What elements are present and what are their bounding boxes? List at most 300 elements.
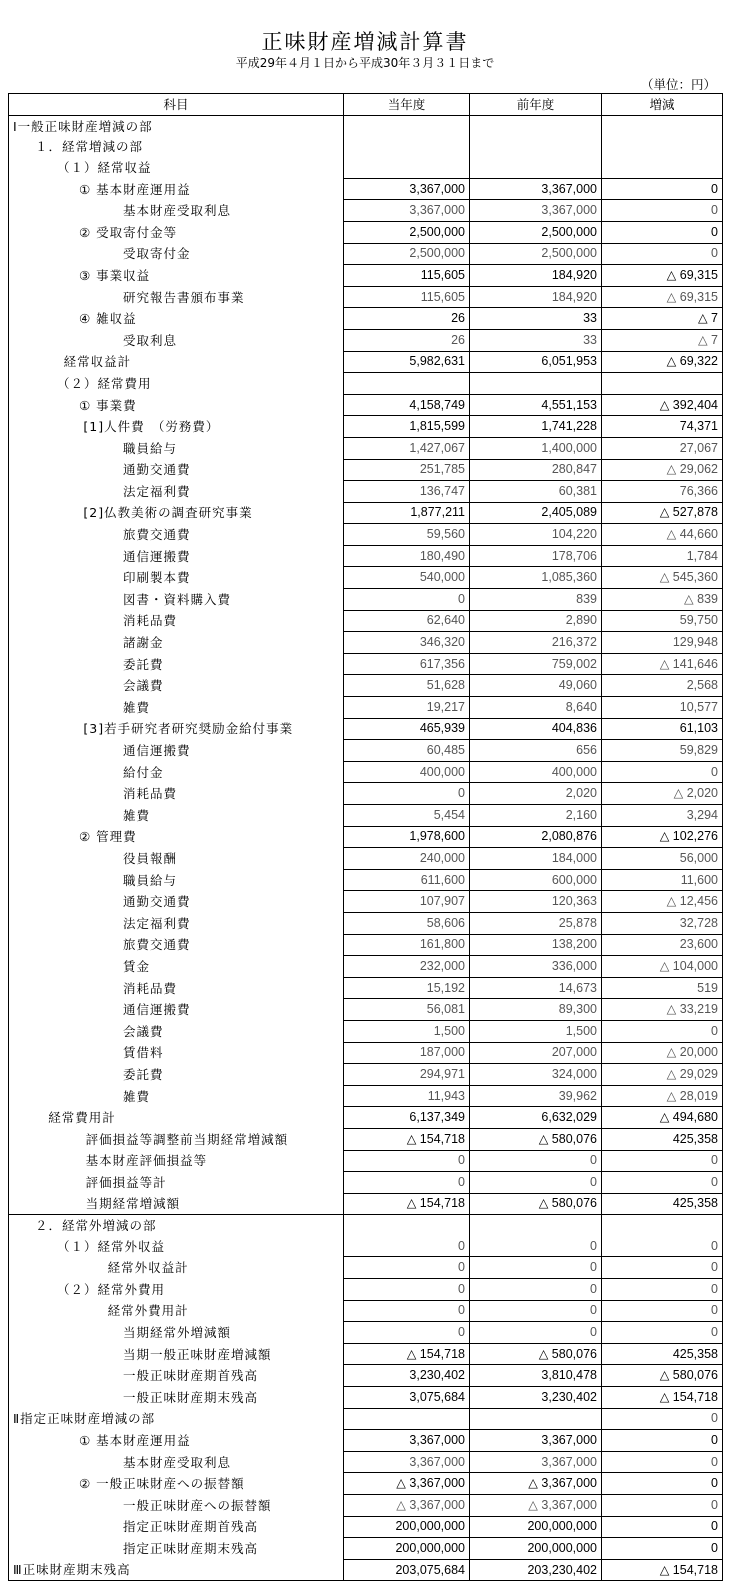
table-row bbox=[9, 157, 723, 178]
row-label: 職員給与 bbox=[9, 869, 344, 891]
change-value: △ 545,360 bbox=[602, 567, 723, 589]
previous-year-value: 3,367,000 bbox=[470, 1430, 602, 1452]
previous-year-value: 3,230,402 bbox=[470, 1387, 602, 1409]
previous-year-value bbox=[470, 116, 602, 137]
previous-year-value: 33 bbox=[470, 308, 602, 330]
table-row bbox=[9, 1257, 723, 1279]
previous-year-value: 6,051,953 bbox=[470, 351, 602, 373]
row-label: 会議費 bbox=[9, 1020, 344, 1042]
table-row bbox=[9, 632, 723, 654]
current-year-value: 2,500,000 bbox=[344, 243, 470, 265]
table-row bbox=[9, 1128, 723, 1150]
table-row bbox=[9, 1193, 723, 1215]
change-value: 0 bbox=[602, 1516, 723, 1538]
previous-year-value: 0 bbox=[470, 1150, 602, 1172]
previous-year-value: 3,367,000 bbox=[470, 178, 602, 200]
previous-year-value: 203,230,402 bbox=[470, 1559, 602, 1581]
previous-year-value: 0 bbox=[470, 1322, 602, 1344]
current-year-value: 611,600 bbox=[344, 869, 470, 891]
row-label: 評価損益等計 bbox=[9, 1172, 344, 1194]
table-row bbox=[9, 1279, 723, 1301]
table-row bbox=[9, 200, 723, 222]
change-value: 519 bbox=[602, 977, 723, 999]
row-label: 法定福利費 bbox=[9, 481, 344, 503]
current-year-value: 1,427,067 bbox=[344, 437, 470, 459]
current-year-value: △ 3,367,000 bbox=[344, 1473, 470, 1495]
current-year-value: 617,356 bbox=[344, 653, 470, 675]
row-label: 消耗品費 bbox=[9, 783, 344, 805]
row-label: 役員報酬 bbox=[9, 848, 344, 870]
table-row bbox=[9, 1085, 723, 1107]
row-label: 通勤交通費 bbox=[9, 459, 344, 481]
current-year-value: 6,137,349 bbox=[344, 1107, 470, 1129]
table-row bbox=[9, 891, 723, 913]
change-value: 61,103 bbox=[602, 718, 723, 740]
header-current-year: 当年度 bbox=[344, 94, 470, 116]
change-value bbox=[602, 137, 723, 158]
table-row bbox=[9, 653, 723, 675]
previous-year-value: 336,000 bbox=[470, 956, 602, 978]
current-year-value: 187,000 bbox=[344, 1042, 470, 1064]
row-label: 旅費交通費 bbox=[9, 524, 344, 546]
change-value: 27,067 bbox=[602, 437, 723, 459]
row-label: 指定正味財産期末残高 bbox=[9, 1538, 344, 1560]
current-year-value: 0 bbox=[344, 1236, 470, 1257]
table-row bbox=[9, 545, 723, 567]
previous-year-value: 1,400,000 bbox=[470, 437, 602, 459]
previous-year-value: 138,200 bbox=[470, 934, 602, 956]
table-row bbox=[9, 1020, 723, 1042]
current-year-value: △ 154,718 bbox=[344, 1128, 470, 1150]
table-row bbox=[9, 1042, 723, 1064]
change-value: 425,358 bbox=[602, 1193, 723, 1215]
row-label: 通信運搬費 bbox=[9, 999, 344, 1021]
row-label: 研究報告書頒布事業 bbox=[9, 286, 344, 308]
table-body bbox=[9, 116, 723, 1581]
current-year-value: 161,800 bbox=[344, 934, 470, 956]
current-year-value: 0 bbox=[344, 1300, 470, 1322]
change-value: △ 7 bbox=[602, 329, 723, 351]
change-value: 1,784 bbox=[602, 545, 723, 567]
previous-year-value: 8,640 bbox=[470, 697, 602, 719]
row-label: （２）経常外費用 bbox=[9, 1279, 344, 1301]
previous-year-value: 656 bbox=[470, 740, 602, 762]
change-value: 32,728 bbox=[602, 912, 723, 934]
change-value bbox=[602, 1215, 723, 1236]
current-year-value: 115,605 bbox=[344, 265, 470, 287]
table-row bbox=[9, 1215, 723, 1236]
table-row bbox=[9, 1538, 723, 1560]
table-row bbox=[9, 481, 723, 503]
current-year-value bbox=[344, 1215, 470, 1236]
previous-year-value: 324,000 bbox=[470, 1064, 602, 1086]
current-year-value bbox=[344, 373, 470, 395]
current-year-value: 2,500,000 bbox=[344, 221, 470, 243]
current-year-value: 5,454 bbox=[344, 805, 470, 827]
change-value: △ 2,020 bbox=[602, 783, 723, 805]
change-value: △ 33,219 bbox=[602, 999, 723, 1021]
previous-year-value: 14,673 bbox=[470, 977, 602, 999]
change-value bbox=[602, 116, 723, 137]
change-value: 0 bbox=[602, 1495, 723, 1517]
table-row bbox=[9, 1516, 723, 1538]
current-year-value: 62,640 bbox=[344, 610, 470, 632]
row-label: 経常費用計 bbox=[9, 1107, 344, 1129]
current-year-value: 540,000 bbox=[344, 567, 470, 589]
row-label: 基本財産評価損益等 bbox=[9, 1150, 344, 1172]
row-label: 職員給与 bbox=[9, 437, 344, 459]
change-value: 0 bbox=[602, 1451, 723, 1473]
table-row bbox=[9, 524, 723, 546]
row-label: 雑費 bbox=[9, 697, 344, 719]
previous-year-value: 178,706 bbox=[470, 545, 602, 567]
change-value: △ 104,000 bbox=[602, 956, 723, 978]
change-value: △ 20,000 bbox=[602, 1042, 723, 1064]
table-row bbox=[9, 373, 723, 395]
row-label: ③ 事業収益 bbox=[9, 265, 344, 287]
previous-year-value bbox=[470, 157, 602, 178]
previous-year-value: 1,741,228 bbox=[470, 416, 602, 438]
row-label: 当期一般正味財産増減額 bbox=[9, 1343, 344, 1365]
statement-table bbox=[8, 93, 723, 1581]
change-value: 76,366 bbox=[602, 481, 723, 503]
table-row bbox=[9, 1430, 723, 1452]
change-value: △ 44,660 bbox=[602, 524, 723, 546]
current-year-value: 200,000,000 bbox=[344, 1516, 470, 1538]
current-year-value: 232,000 bbox=[344, 956, 470, 978]
document-title: 正味財産増減計算書 bbox=[261, 30, 469, 54]
change-value: △ 69,322 bbox=[602, 351, 723, 373]
change-value: △ 141,646 bbox=[602, 653, 723, 675]
current-year-value: 346,320 bbox=[344, 632, 470, 654]
current-year-value: 3,367,000 bbox=[344, 200, 470, 222]
row-label: [3]若手研究者研究奨励金給付事業 bbox=[9, 718, 344, 740]
table-row bbox=[9, 308, 723, 330]
previous-year-value: 25,878 bbox=[470, 912, 602, 934]
current-year-value: 3,230,402 bbox=[344, 1365, 470, 1387]
previous-year-value: 839 bbox=[470, 589, 602, 611]
table-row bbox=[9, 178, 723, 200]
table-row bbox=[9, 912, 723, 934]
change-value: 0 bbox=[602, 1538, 723, 1560]
row-label: 当期経常外増減額 bbox=[9, 1322, 344, 1344]
previous-year-value bbox=[470, 137, 602, 158]
change-value: 74,371 bbox=[602, 416, 723, 438]
table-row bbox=[9, 718, 723, 740]
change-value bbox=[602, 157, 723, 178]
change-value: 0 bbox=[602, 1257, 723, 1279]
table-row bbox=[9, 675, 723, 697]
current-year-value: 4,158,749 bbox=[344, 394, 470, 416]
unit-label: （単位：円） bbox=[640, 77, 716, 92]
previous-year-value bbox=[470, 373, 602, 395]
current-year-value: 19,217 bbox=[344, 697, 470, 719]
previous-year-value: 39,962 bbox=[470, 1085, 602, 1107]
change-value: 0 bbox=[602, 1300, 723, 1322]
table-row bbox=[9, 826, 723, 848]
change-value: 11,600 bbox=[602, 869, 723, 891]
current-year-value: 1,500 bbox=[344, 1020, 470, 1042]
change-value: 425,358 bbox=[602, 1343, 723, 1365]
table-row bbox=[9, 977, 723, 999]
current-year-value: △ 154,718 bbox=[344, 1343, 470, 1365]
row-label: ２．経常外増減の部 bbox=[9, 1215, 344, 1236]
change-value: 23,600 bbox=[602, 934, 723, 956]
table-row bbox=[9, 1107, 723, 1129]
header-change: 増減 bbox=[602, 94, 723, 116]
change-value: 10,577 bbox=[602, 697, 723, 719]
change-value: △ 29,062 bbox=[602, 459, 723, 481]
previous-year-value: 759,002 bbox=[470, 653, 602, 675]
row-label: 消耗品費 bbox=[9, 610, 344, 632]
table-row bbox=[9, 351, 723, 373]
previous-year-value: 0 bbox=[470, 1172, 602, 1194]
header-previous-year: 前年度 bbox=[470, 94, 602, 116]
table-row bbox=[9, 137, 723, 158]
row-label: [2]仏教美術の調査研究事業 bbox=[9, 502, 344, 524]
row-label: 受取利息 bbox=[9, 329, 344, 351]
current-year-value: 0 bbox=[344, 1322, 470, 1344]
change-value: 0 bbox=[602, 243, 723, 265]
previous-year-value: 280,847 bbox=[470, 459, 602, 481]
table-row bbox=[9, 1451, 723, 1473]
row-label: ② 管理費 bbox=[9, 826, 344, 848]
current-year-value: 58,606 bbox=[344, 912, 470, 934]
table-row bbox=[9, 1343, 723, 1365]
change-value: 59,829 bbox=[602, 740, 723, 762]
change-value: 0 bbox=[602, 1150, 723, 1172]
current-year-value: 3,075,684 bbox=[344, 1387, 470, 1409]
change-value: △ 69,315 bbox=[602, 265, 723, 287]
previous-year-value: 33 bbox=[470, 329, 602, 351]
previous-year-value: 49,060 bbox=[470, 675, 602, 697]
current-year-value: 294,971 bbox=[344, 1064, 470, 1086]
row-label: 印刷製本費 bbox=[9, 567, 344, 589]
previous-year-value: △ 3,367,000 bbox=[470, 1495, 602, 1517]
row-label: 図書・資料購入費 bbox=[9, 589, 344, 611]
table-row bbox=[9, 437, 723, 459]
change-value: 0 bbox=[602, 1172, 723, 1194]
current-year-value: 0 bbox=[344, 1257, 470, 1279]
change-value: 56,000 bbox=[602, 848, 723, 870]
change-value: △ 154,718 bbox=[602, 1559, 723, 1581]
current-year-value: 240,000 bbox=[344, 848, 470, 870]
previous-year-value: 2,160 bbox=[470, 805, 602, 827]
previous-year-value: 216,372 bbox=[470, 632, 602, 654]
previous-year-value: △ 580,076 bbox=[470, 1193, 602, 1215]
row-label: 一般正味財産期末残高 bbox=[9, 1387, 344, 1409]
previous-year-value: 184,920 bbox=[470, 286, 602, 308]
row-label: （１）経常収益 bbox=[9, 157, 344, 178]
row-label: Ⅰ一般正味財産増減の部 bbox=[9, 116, 344, 137]
change-value: 0 bbox=[602, 1408, 723, 1430]
change-value: △ 392,404 bbox=[602, 394, 723, 416]
current-year-value: 26 bbox=[344, 308, 470, 330]
change-value: 0 bbox=[602, 178, 723, 200]
change-value: 0 bbox=[602, 1020, 723, 1042]
current-year-value: 59,560 bbox=[344, 524, 470, 546]
table-row bbox=[9, 502, 723, 524]
table-row bbox=[9, 956, 723, 978]
row-label: 経常外収益計 bbox=[9, 1257, 344, 1279]
current-year-value: 200,000,000 bbox=[344, 1538, 470, 1560]
row-label: 給付金 bbox=[9, 761, 344, 783]
table-row bbox=[9, 1408, 723, 1430]
current-year-value bbox=[344, 1408, 470, 1430]
previous-year-value bbox=[470, 1215, 602, 1236]
table-row bbox=[9, 286, 723, 308]
row-label: 旅費交通費 bbox=[9, 934, 344, 956]
change-value: 0 bbox=[602, 221, 723, 243]
current-year-value: 60,485 bbox=[344, 740, 470, 762]
row-label: 通信運搬費 bbox=[9, 545, 344, 567]
previous-year-value: 0 bbox=[470, 1300, 602, 1322]
row-label: （２）経常費用 bbox=[9, 373, 344, 395]
table-row bbox=[9, 610, 723, 632]
row-label: 通信運搬費 bbox=[9, 740, 344, 762]
previous-year-value: 0 bbox=[470, 1279, 602, 1301]
change-value: △ 527,878 bbox=[602, 502, 723, 524]
table-row bbox=[9, 761, 723, 783]
previous-year-value: 600,000 bbox=[470, 869, 602, 891]
previous-year-value: 404,836 bbox=[470, 718, 602, 740]
previous-year-value: 0 bbox=[470, 1257, 602, 1279]
current-year-value: 107,907 bbox=[344, 891, 470, 913]
table-row bbox=[9, 1387, 723, 1409]
row-label: 経常収益計 bbox=[9, 351, 344, 373]
change-value bbox=[602, 373, 723, 395]
change-value: △ 29,029 bbox=[602, 1064, 723, 1086]
row-label: 受取寄付金 bbox=[9, 243, 344, 265]
current-year-value: 180,490 bbox=[344, 545, 470, 567]
current-year-value: △ 154,718 bbox=[344, 1193, 470, 1215]
table-row bbox=[9, 1365, 723, 1387]
table-row bbox=[9, 783, 723, 805]
change-value: △ 154,718 bbox=[602, 1387, 723, 1409]
previous-year-value: 200,000,000 bbox=[470, 1538, 602, 1560]
table-row bbox=[9, 116, 723, 137]
change-value: 0 bbox=[602, 1430, 723, 1452]
row-label: Ⅲ正味財産期末残高 bbox=[9, 1559, 344, 1581]
row-label: 指定正味財産期首残高 bbox=[9, 1516, 344, 1538]
row-label: ① 基本財産運用益 bbox=[9, 1430, 344, 1452]
row-label: ② 受取寄付金等 bbox=[9, 221, 344, 243]
current-year-value: △ 3,367,000 bbox=[344, 1495, 470, 1517]
change-value: 3,294 bbox=[602, 805, 723, 827]
previous-year-value: 89,300 bbox=[470, 999, 602, 1021]
change-value: 0 bbox=[602, 761, 723, 783]
current-year-value: 1,978,600 bbox=[344, 826, 470, 848]
table-row bbox=[9, 1473, 723, 1495]
previous-year-value: 207,000 bbox=[470, 1042, 602, 1064]
current-year-value: 400,000 bbox=[344, 761, 470, 783]
change-value: 2,568 bbox=[602, 675, 723, 697]
previous-year-value: 2,080,876 bbox=[470, 826, 602, 848]
current-year-value: 465,939 bbox=[344, 718, 470, 740]
previous-year-value: 4,551,153 bbox=[470, 394, 602, 416]
table-row bbox=[9, 567, 723, 589]
previous-year-value: 0 bbox=[470, 1236, 602, 1257]
current-year-value: 56,081 bbox=[344, 999, 470, 1021]
previous-year-value: 2,500,000 bbox=[470, 243, 602, 265]
row-label: 評価損益等調整前当期経常増減額 bbox=[9, 1128, 344, 1150]
table-row bbox=[9, 243, 723, 265]
previous-year-value: △ 3,367,000 bbox=[470, 1473, 602, 1495]
period-text: 平成29年４月１日から平成30年３月３１日まで bbox=[235, 56, 495, 70]
table-row bbox=[9, 999, 723, 1021]
row-label: 委託費 bbox=[9, 653, 344, 675]
change-value: 0 bbox=[602, 1473, 723, 1495]
change-value: 425,358 bbox=[602, 1128, 723, 1150]
table-row bbox=[9, 1064, 723, 1086]
row-label: （１）経常外収益 bbox=[9, 1236, 344, 1257]
current-year-value: 0 bbox=[344, 1279, 470, 1301]
row-label: 会議費 bbox=[9, 675, 344, 697]
table-row bbox=[9, 1300, 723, 1322]
row-label: 一般正味財産期首残高 bbox=[9, 1365, 344, 1387]
row-label: 通勤交通費 bbox=[9, 891, 344, 913]
row-label: 諸謝金 bbox=[9, 632, 344, 654]
row-label: 基本財産受取利息 bbox=[9, 200, 344, 222]
previous-year-value: △ 580,076 bbox=[470, 1128, 602, 1150]
current-year-value: 3,367,000 bbox=[344, 1451, 470, 1473]
row-label: 委託費 bbox=[9, 1064, 344, 1086]
current-year-value bbox=[344, 137, 470, 158]
previous-year-value: 184,920 bbox=[470, 265, 602, 287]
previous-year-value: 6,632,029 bbox=[470, 1107, 602, 1129]
table-row bbox=[9, 1322, 723, 1344]
previous-year-value: 2,500,000 bbox=[470, 221, 602, 243]
current-year-value: 1,815,599 bbox=[344, 416, 470, 438]
current-year-value: 5,982,631 bbox=[344, 351, 470, 373]
current-year-value: 0 bbox=[344, 589, 470, 611]
row-label: 雑費 bbox=[9, 805, 344, 827]
current-year-value: 0 bbox=[344, 1150, 470, 1172]
table-row bbox=[9, 1495, 723, 1517]
current-year-value: 251,785 bbox=[344, 459, 470, 481]
row-label: １．経常増減の部 bbox=[9, 137, 344, 158]
current-year-value: 51,628 bbox=[344, 675, 470, 697]
table-row bbox=[9, 697, 723, 719]
change-value: △ 580,076 bbox=[602, 1365, 723, 1387]
change-value: △ 7 bbox=[602, 308, 723, 330]
previous-year-value: 2,890 bbox=[470, 610, 602, 632]
previous-year-value bbox=[470, 1408, 602, 1430]
previous-year-value: 1,500 bbox=[470, 1020, 602, 1042]
table-row bbox=[9, 934, 723, 956]
table-row bbox=[9, 589, 723, 611]
change-value: 0 bbox=[602, 1322, 723, 1344]
current-year-value: 11,943 bbox=[344, 1085, 470, 1107]
table-row bbox=[9, 1236, 723, 1257]
current-year-value: 1,877,211 bbox=[344, 502, 470, 524]
current-year-value: 15,192 bbox=[344, 977, 470, 999]
table-row bbox=[9, 848, 723, 870]
previous-year-value: △ 580,076 bbox=[470, 1343, 602, 1365]
row-label: 雑費 bbox=[9, 1085, 344, 1107]
table-row bbox=[9, 416, 723, 438]
change-value: 129,948 bbox=[602, 632, 723, 654]
current-year-value: 3,367,000 bbox=[344, 1430, 470, 1452]
change-value: △ 494,680 bbox=[602, 1107, 723, 1129]
change-value: △ 839 bbox=[602, 589, 723, 611]
row-label: Ⅱ指定正味財産増減の部 bbox=[9, 1408, 344, 1430]
table-row bbox=[9, 329, 723, 351]
previous-year-value: 200,000,000 bbox=[470, 1516, 602, 1538]
table-row bbox=[9, 394, 723, 416]
row-label: 法定福利費 bbox=[9, 912, 344, 934]
previous-year-value: 2,405,089 bbox=[470, 502, 602, 524]
